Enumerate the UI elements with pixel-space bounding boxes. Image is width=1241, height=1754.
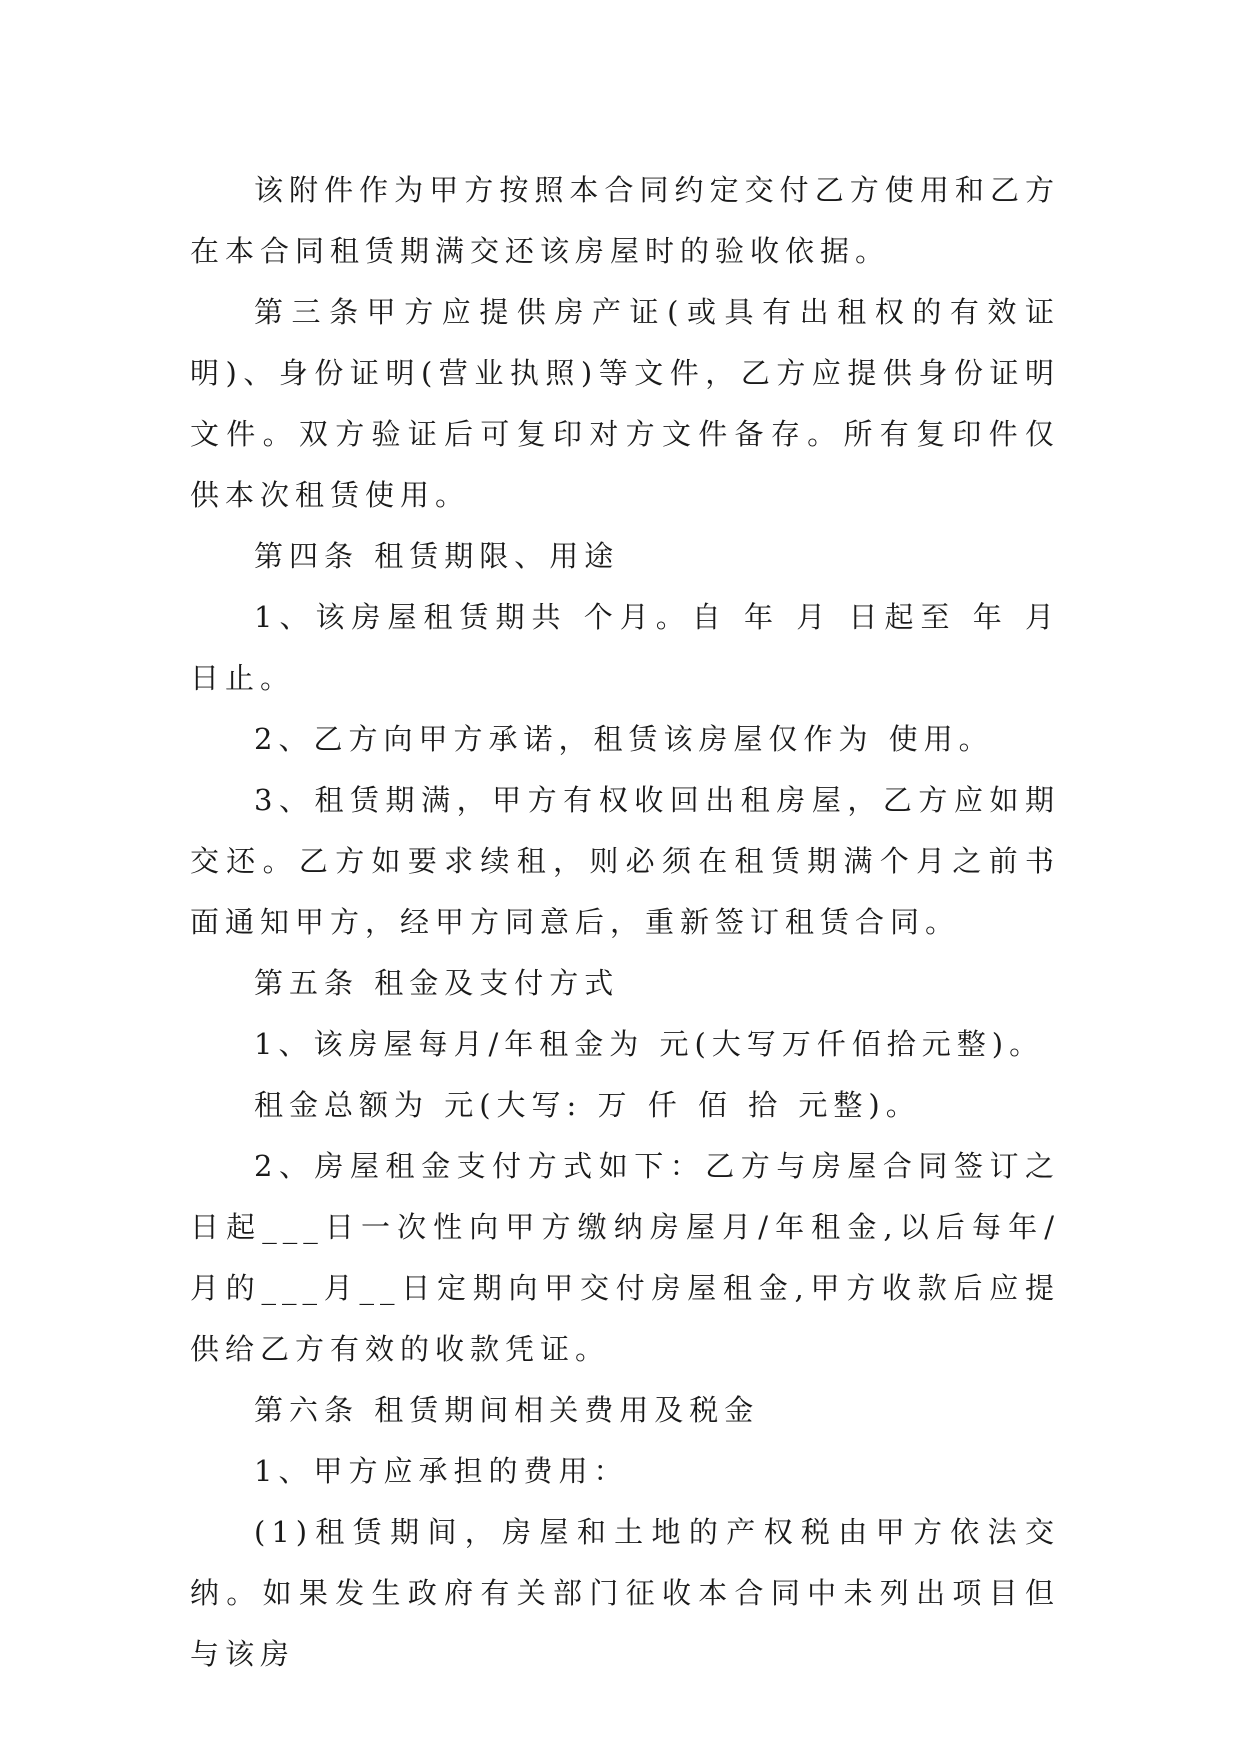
heading-article-4: 第四条 租赁期限、用途 (254, 539, 620, 573)
paragraph-party-a-costs: 1、甲方应承担的费用： (254, 1454, 629, 1488)
paragraph-monthly-rent: 1、该房屋每月/年租金为 元(大写万仟佰拾元整)。 (254, 1027, 1045, 1061)
document-body (190, 160, 1076, 1685)
heading-article-6: 第六条 租赁期间相关费用及税金 (254, 1393, 760, 1427)
paragraph-total-rent: 租金总额为 元(大写: 万 仟 佰 拾 元整)。 (254, 1088, 921, 1122)
paragraph-lease-use: 2、乙方向甲方承诺，租赁该房屋仅作为 使用。 (254, 722, 994, 756)
heading-article-5: 第五条 租金及支付方式 (254, 966, 620, 1000)
paragraph-article-3: 第三条甲方应提供房产证(或具有出租权的有效证明)、身份证明(营业执照)等文件，乙方应提供身份证明文件。双方验证后可复印对方文件备存。所有复印件仅供本次租赁使用。 (190, 295, 1060, 512)
paragraph-payment-method: 2、房屋租金支付方式如下：乙方与房屋合同签订之日起___日一次性向甲方缴纳房屋月/年租金,以后每年/月的___月__日定期向甲交付房屋租金,甲方收款后应提供给乙方有效的收款凭证。 (190, 1149, 1060, 1366)
paragraph-acceptance-basis: 该附件作为甲方按照本合同约定交付乙方使用和乙方在本合同租赁期满交还该房屋时的验收依据。 (190, 173, 1060, 268)
paragraph-lease-term: 1、该房屋租赁期共 个月。自 年 月 日起至 年 月 日止。 (190, 600, 1076, 695)
paragraph-lease-renewal: 3、租赁期满，甲方有权收回出租房屋，乙方应如期交还。乙方如要求续租，则必须在租赁期满个月之前书面通知甲方，经甲方同意后，重新签订租赁合同。 (190, 783, 1060, 939)
paragraph-property-tax: (1)租赁期间，房屋和土地的产权税由甲方依法交纳。如果发生政府有关部门征收本合同中未列出项目但与该房 (190, 1515, 1060, 1671)
